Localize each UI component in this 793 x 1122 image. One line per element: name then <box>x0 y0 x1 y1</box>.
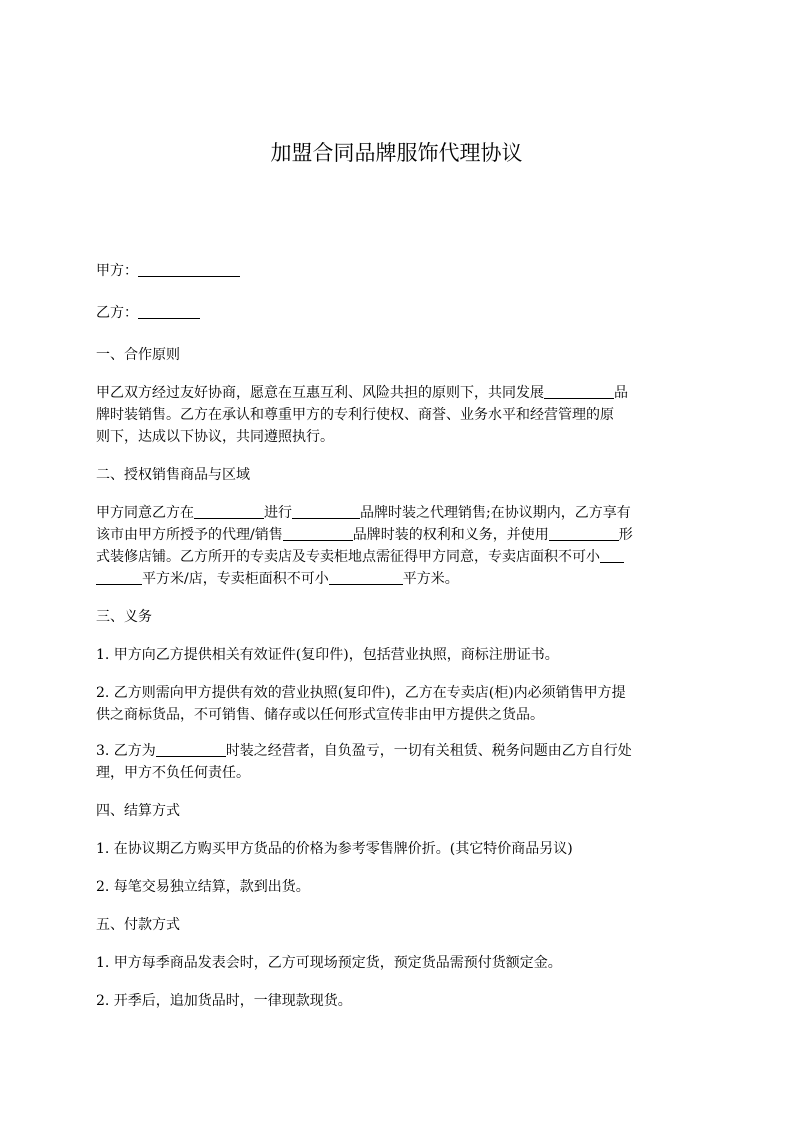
party-a-label: 甲方： <box>96 263 138 279</box>
document-body <box>96 260 698 1012</box>
section-1-paragraph <box>96 382 698 448</box>
s1-blank-brand <box>544 384 614 399</box>
s2-blank-store-area-a <box>600 548 624 563</box>
s2-text-1a: 甲方同意乙方在 <box>96 505 194 521</box>
s3-item-3-line-2: 理，甲方不负任何责任。 <box>96 765 250 781</box>
s5-item-2: 2. 开季后，追加货品时，一律现款现货。 <box>96 993 352 1009</box>
section-3-heading: 三、义务 <box>96 609 152 625</box>
s2-blank-style <box>549 526 619 541</box>
s1-line-3: 则下，达成以下协议，共同遵照执行。 <box>96 429 334 445</box>
s2-blank-store-area-b <box>96 570 142 585</box>
s2-blank-brand-2 <box>283 526 353 541</box>
s2-text-1b: 进行 <box>264 505 292 521</box>
s3-blank-brand <box>156 742 226 757</box>
party-b-line <box>96 302 698 324</box>
s2-text-2a: 该市由甲方所授予的代理/销售 <box>96 527 283 543</box>
s2-blank-counter-area <box>329 570 403 585</box>
section-1-heading: 一、合作原则 <box>96 347 180 363</box>
s2-line-2 <box>96 524 698 546</box>
s2-blank-area <box>194 504 264 519</box>
party-b-label: 乙方： <box>96 305 138 321</box>
s2-text-4a: 平方米/店，专卖柜面积不可小 <box>142 571 329 587</box>
s2-text-2c: 形 <box>618 527 633 543</box>
s1-text-1a: 甲乙双方经过友好协商，愿意在互惠互利、风险共担的原则下，共同发展 <box>96 385 544 401</box>
section-2-heading: 二、授权销售商品与区域 <box>96 467 250 483</box>
section-4-heading: 四、结算方式 <box>96 803 180 819</box>
section-2-paragraph <box>96 502 698 590</box>
section-5-heading: 五、付款方式 <box>96 917 180 933</box>
s2-text-3: 式装修店铺。乙方所开的专卖店及专卖柜地点需征得甲方同意，专卖店面积不可小 <box>96 549 600 565</box>
s4-item-2: 2. 每笔交易独立结算，款到出货。 <box>96 879 310 895</box>
s5-item-1: 1. 甲方每季商品发表会时，乙方可现场预定货，预定货品需预付货额定金。 <box>96 955 562 971</box>
party-a-blank <box>138 262 240 277</box>
s4-item-1: 1. 在协议期乙方购买甲方货品的价格为参考零售牌价折。(其它特价商品另议) <box>96 841 573 857</box>
s1-line-2: 牌时装销售。乙方在承认和尊重甲方的专利行使权、商誉、业务水平和经营管理的原 <box>96 407 614 423</box>
s3-item-2-line-2: 供之商标货品，不可销售、储存或以任何形式宣传非由甲方提供之货品。 <box>96 707 544 723</box>
s3-item-3-line-1 <box>96 740 698 762</box>
s2-line-4 <box>96 568 698 590</box>
s3-item-2-line-1: 2. 乙方则需向甲方提供有效的营业执照(复印件)，乙方在专卖店(柜)内必须销售甲方提 <box>96 685 626 701</box>
s2-text-2b: 品牌时装的权利和义务，并使用 <box>352 527 549 543</box>
s3-item-1: 1. 甲方向乙方提供相关有效证件(复印件)，包括营业执照，商标注册证书。 <box>96 647 559 663</box>
s1-text-1b: 品 <box>614 385 628 401</box>
s1-line-1 <box>96 382 698 404</box>
s2-text-1c: 品牌时装之代理销售;在协议期内，乙方享有 <box>360 505 631 521</box>
party-a-line <box>96 260 698 282</box>
s3-item-2 <box>96 682 698 726</box>
s2-blank-brand <box>292 504 360 519</box>
s3-item-3 <box>96 740 698 784</box>
party-b-blank <box>138 304 200 319</box>
s3-text-3a: 3. 乙方为 <box>96 743 156 759</box>
document-title: 加盟合同品牌服饰代理协议 <box>270 141 523 165</box>
s3-text-3b: 时装之经营者，自负盈亏，一切有关租赁、税务问题由乙方自行处 <box>225 743 632 759</box>
s2-text-4b: 平方米。 <box>402 571 459 587</box>
s2-line-3 <box>96 546 698 568</box>
s2-line-1 <box>96 502 698 524</box>
